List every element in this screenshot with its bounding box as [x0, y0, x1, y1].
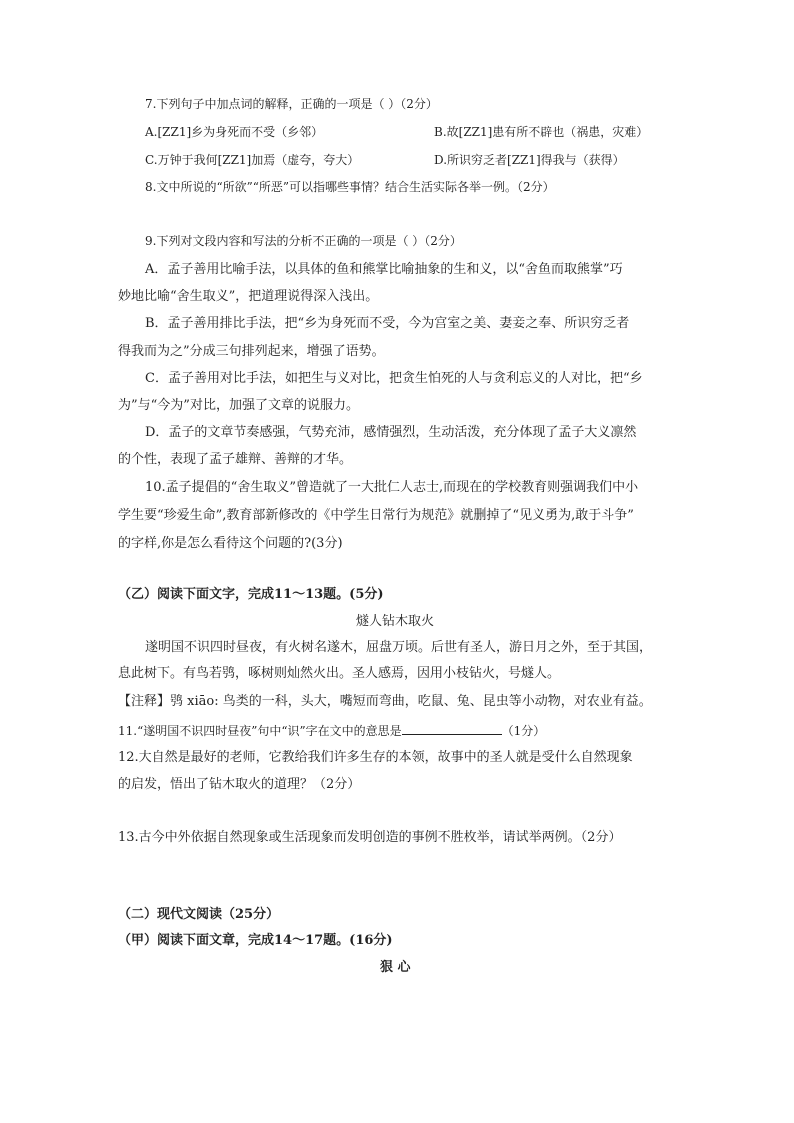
- q10-line1: 10.孟子提倡的“舍生取义”曾造就了一大批仁人志士,而现在的学校教育则强调我们中小: [145, 480, 639, 495]
- q9-option-d-line2: 的个性，表现了孟子雄辩、善辩的才华。: [118, 452, 353, 467]
- q11-score: （1分）: [501, 724, 546, 738]
- q7-option-d: D.所识穷乏者[ZZ1]得我与（获得）: [434, 153, 625, 167]
- q9-option-d-line1: D．孟子的文章节奏感强，气势充沛，感情强烈，生动活泼，充分体现了孟子大义凛然: [145, 425, 637, 440]
- q10-line2: 学生要“珍爱生命”,教育部新修改的《中学生日常行为规范》就删掉了“见义勇为,敢于斗争”: [118, 508, 634, 523]
- section-yi-heading: （乙）阅读下面文字，完成11～13题。(5分): [118, 587, 384, 602]
- q9-stem: 9.下列对文段内容和写法的分析不正确的一项是（ ）（2分）: [145, 234, 462, 248]
- q12-line1: 12.大自然是最好的老师，它教给我们许多生存的本领，故事中的圣人就是受什么自然现象: [118, 750, 633, 765]
- passage-line2: 息此树下。有鸟若鸮，啄树则灿然火出。圣人感焉，因用小枝钻火，号燧人。: [118, 666, 561, 681]
- section-jia-heading: （甲）阅读下面文章，完成14～17题。(16分): [118, 933, 393, 948]
- q9-option-b-line2: 得我而为之”分成三句排列起来，增强了语势。: [118, 344, 385, 359]
- q7-option-b: B.故[ZZ1]患有所不辟也（祸患，灾难）: [434, 125, 649, 139]
- q7-option-c: C.万钟于我何[ZZ1]加焉（虚夸，夸大）: [145, 153, 360, 167]
- passage-title: 燧人钻木取火: [356, 614, 435, 629]
- q9-option-a-line2: 妙地比喻“舍生取义”，把道理说得深入浅出。: [118, 289, 379, 304]
- q9-option-c-line2: 为”与“今为”对比，加强了文章的说服力。: [118, 398, 359, 413]
- q12-line2: 的启发，悟出了钻木取火的道理？（2分）: [118, 777, 361, 792]
- q9-option-b-line1: B．孟子善用排比手法，把“乡为身死而不受，今为宫室之美、妻妾之奉、所识穷乏者: [145, 316, 630, 331]
- q10-line3: 的字样,你是怎么看待这个问题的?(3分): [118, 536, 343, 551]
- q11-text: [118, 722, 545, 739]
- passage-line1: 遂明国不识四时昼夜，有火树名遂木，屈盘万顷。后世有圣人，游日月之外，至于其国，: [145, 640, 653, 655]
- annotation-note: 【注释】鸮 xiāo: 鸟类的一科，头大，嘴短而弯曲，吃鼠、兔、昆虫等小动物，对农业有益。: [118, 694, 652, 709]
- q11-prompt: 11.“遂明国不识四时昼夜”句中“识”字在文中的意思是: [118, 724, 402, 738]
- q9-option-c-line1: C．孟子善用对比手法，如把生与义对比，把贪生怕死的人与贪利忘义的人对比，把“乡: [145, 371, 643, 386]
- q7-stem: 7.下列句子中加点词的解释，正确的一项是（ ）（2分）: [145, 97, 438, 111]
- q7-option-a: A.[ZZ1]乡为身死而不受（乡邻）: [145, 125, 324, 139]
- modern-reading-heading: （二）现代文阅读（25分）: [118, 907, 280, 922]
- q11-answer-blank[interactable]: [402, 722, 502, 735]
- q9-option-a-line1: A．孟子善用比喻手法，以具体的鱼和熊掌比喻抽象的生和义，以“舍鱼而取熊掌”巧: [145, 262, 623, 277]
- q13-text: 13.古今中外依据自然现象或生活现象而发明创造的事例不胜枚举，请试举两例。（2分）: [118, 830, 622, 845]
- article-title: 狠 心: [380, 960, 411, 975]
- q8-text: 8.文中所说的“所欲”“所恶”可以指哪些事情？结合生活实际各举一例。（2分）: [145, 180, 555, 194]
